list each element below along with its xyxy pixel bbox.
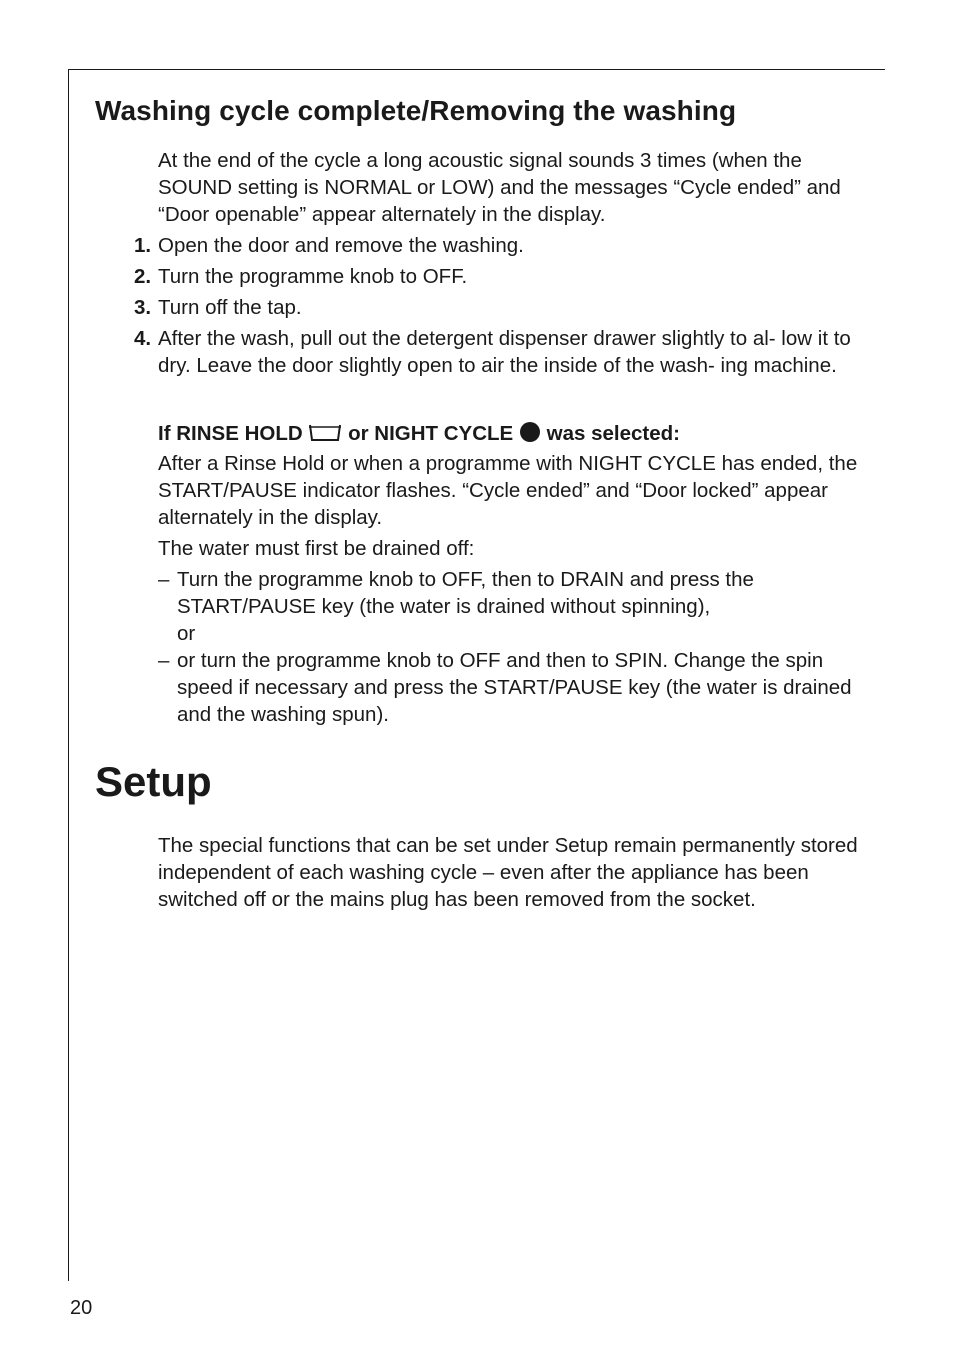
intro-paragraph xyxy=(158,147,858,228)
drain-option-text: Turn the programme knob to OFF, then to DRAIN and press the START/PAUSE key (the water is drained without spinning), xyxy=(177,568,754,618)
drain-option-text: or turn the programme knob to OFF and then to SPIN. Change the spin speed if necessary and press the START/PAUSE key (the water is drained and the washing spun). xyxy=(177,649,852,726)
drain-option-item xyxy=(158,566,858,647)
setup-heading: Setup xyxy=(95,758,212,805)
setup-text: The special functions that can be set under Setup remain permanently stored independent of each washing cycle – even after the appliance has been switched off or the mains plug has been removed from the socket. xyxy=(158,834,858,911)
step-number: 1. xyxy=(134,234,152,257)
step-number: 4. xyxy=(134,327,152,350)
rinse-hold-heading-part1: If RINSE HOLD xyxy=(158,422,303,445)
night-cycle-moon-icon xyxy=(519,421,541,450)
step-number: 2. xyxy=(134,265,152,288)
section-heading: Washing cycle complete/Removing the washing xyxy=(95,95,737,126)
rinse-hold-heading xyxy=(158,420,858,450)
step-item xyxy=(134,263,858,290)
rinse-hold-heading-part3: was selected: xyxy=(546,422,680,445)
drain-intro: The water must first be drained off: xyxy=(158,537,475,560)
step-text: Turn off the tap. xyxy=(158,296,302,319)
steps-list xyxy=(134,232,858,383)
step-text: Turn the programme knob to OFF. xyxy=(158,265,468,288)
step-text: Open the door and remove the washing. xyxy=(158,234,524,257)
top-border-rule xyxy=(68,69,885,70)
rinse-hold-block xyxy=(158,420,858,728)
step-item xyxy=(134,294,858,321)
intro-text: At the end of the cycle a long acoustic signal sounds 3 times (when the SOUND setting is NORMAL or LOW) and the messages “Cycle ended” and “Door openable” appear alternately in the display. xyxy=(158,149,841,226)
dash-marker: – xyxy=(158,568,170,591)
rinse-hold-tub-icon xyxy=(308,423,342,450)
drain-option-suffix: or xyxy=(177,622,196,645)
step-item xyxy=(134,232,858,259)
dash-marker: – xyxy=(158,649,170,672)
step-number: 3. xyxy=(134,296,152,319)
page-number: 20 xyxy=(70,1297,93,1319)
drain-option-item xyxy=(158,647,858,728)
left-border-rule xyxy=(68,69,69,1281)
rinse-hold-heading-part2: or NIGHT CYCLE xyxy=(348,422,514,445)
step-text: After the wash, pull out the detergent dispenser drawer slightly to al- low it to dry. Leave the door slightly open to air the inside of the wash- ing machine. xyxy=(158,327,851,377)
rinse-hold-body: After a Rinse Hold or when a programme with NIGHT CYCLE has ended, the START/PAUSE indicator flashes. “Cycle ended” and “Door locked” appear alternately in the display. xyxy=(158,452,858,529)
step-item xyxy=(134,325,858,379)
drain-options-list xyxy=(158,566,858,728)
setup-paragraph xyxy=(158,832,858,913)
